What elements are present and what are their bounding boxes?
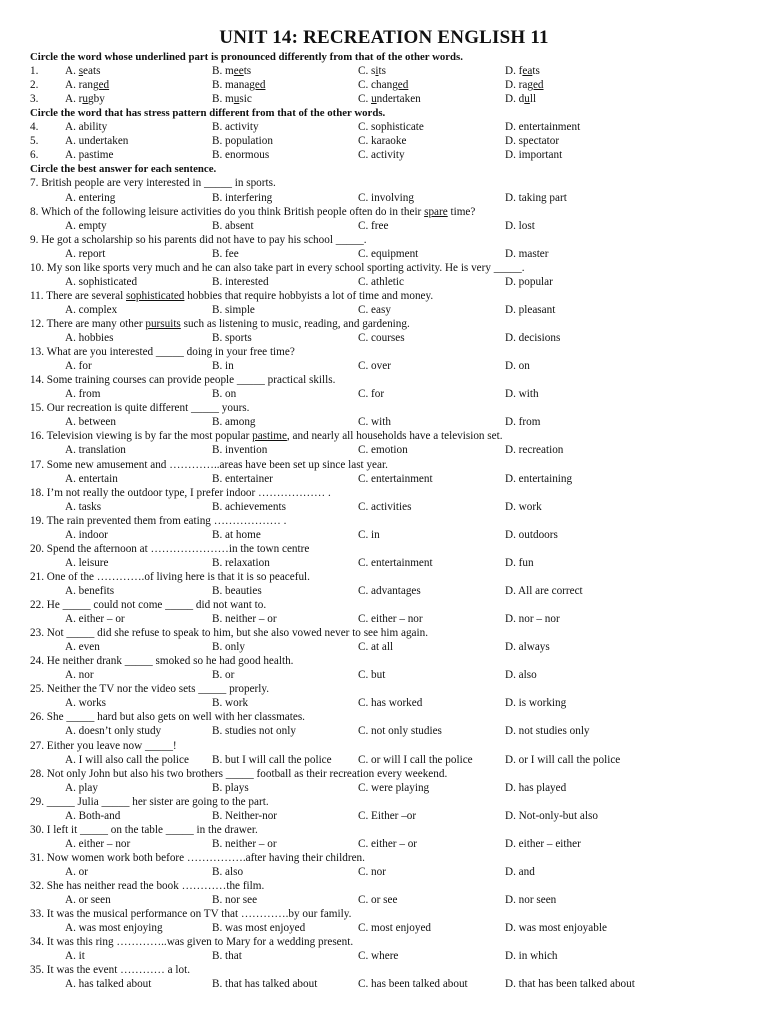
answer-options xyxy=(0,387,768,401)
option-d: D. fun xyxy=(505,556,534,569)
question-stem xyxy=(0,345,768,359)
answer-options xyxy=(0,696,768,710)
option-b: B. meets xyxy=(212,65,252,77)
question-stem xyxy=(0,767,768,781)
option-c: C. equipment xyxy=(358,247,419,260)
option-d: D. also xyxy=(505,669,537,682)
answer-options xyxy=(0,472,768,486)
option-c: C. athletic xyxy=(358,275,404,288)
option-c: C. in xyxy=(358,528,380,541)
answer-options xyxy=(0,724,768,738)
question-number: 2. xyxy=(30,79,39,92)
answer-options xyxy=(0,528,768,542)
option-d: D. always xyxy=(505,641,550,654)
question-stem xyxy=(0,935,768,949)
option-d: D. entertainment xyxy=(505,121,581,134)
answer-options xyxy=(0,949,768,963)
question-stem xyxy=(0,654,768,668)
option-a: A. indoor xyxy=(65,528,108,541)
question-text: 19. The rain prevented them from eating ……………… . xyxy=(30,514,287,527)
option-d: D. has played xyxy=(505,781,567,794)
question-stem xyxy=(0,626,768,640)
option-c: C. with xyxy=(358,416,391,429)
option-b: B. neither – or xyxy=(212,837,277,850)
answer-options xyxy=(0,191,768,205)
option-b: B. studies not only xyxy=(212,725,296,738)
option-c: C. activity xyxy=(358,149,405,162)
option-b: B. but I will call the police xyxy=(212,753,332,766)
option-a: A. for xyxy=(65,360,92,373)
option-b: B. on xyxy=(212,388,237,401)
option-b: B. neither – or xyxy=(212,613,277,625)
option-b: B. that xyxy=(212,950,242,963)
option-d: D. either – either xyxy=(505,837,581,850)
question-stem xyxy=(0,429,768,443)
answer-options xyxy=(0,247,768,261)
question-number: 6. xyxy=(30,149,39,162)
question-text: 12. There are many other pursuits such as listening to music, reading, and gardening. xyxy=(30,317,410,330)
option-d: D. work xyxy=(505,500,542,513)
question-text: 33. It was the musical performance on TV that ………….by our family. xyxy=(30,908,352,921)
question-row xyxy=(0,78,768,92)
question-text: 13. What are you interested _____ doing in your free time? xyxy=(30,346,295,359)
question-text: 18. I’m not really the outdoor type, I prefer indoor ……………… . xyxy=(30,486,331,499)
option-d: D. master xyxy=(505,247,549,260)
question-text: 30. I left it _____ on the table _____ in the drawer. xyxy=(30,823,258,836)
option-b: B. invention xyxy=(212,444,268,457)
option-a: A. report xyxy=(65,247,106,260)
option-d: D. nor – nor xyxy=(505,613,560,625)
option-d: D. feats xyxy=(505,65,540,77)
question-stem xyxy=(0,851,768,865)
question-text: 16. Television viewing is by far the most popular pastime, and nearly all households have a television set. xyxy=(30,430,503,443)
option-a: A. either – or xyxy=(65,613,125,625)
option-a: A. rugby xyxy=(65,93,105,106)
option-a: A. complex xyxy=(65,303,118,316)
option-a: A. benefits xyxy=(65,584,115,597)
option-c: C. advantages xyxy=(358,584,421,597)
question-number: 5. xyxy=(30,135,39,148)
answer-options xyxy=(0,921,768,935)
question-text: 35. It was the event ………… a lot. xyxy=(30,964,191,977)
option-c: C. changed xyxy=(358,79,409,92)
question-text: 11. There are several sophisticated hobbies that require hobbyists a lot of time and money. xyxy=(30,289,434,302)
option-c: C. or see xyxy=(358,894,398,906)
option-c: C. courses xyxy=(358,332,405,344)
section-instruction-text: Circle the best answer for each sentence. xyxy=(30,163,217,176)
option-b: B. nor see xyxy=(212,894,258,906)
question-stem xyxy=(0,486,768,500)
question-text: 20. Spend the afternoon at …………………in the town centre xyxy=(30,542,310,555)
option-a: A. or xyxy=(65,865,88,878)
question-text: 34. It was this ring …………..was given to Mary for a wedding present. xyxy=(30,936,354,949)
answer-options xyxy=(0,893,768,907)
option-b: B. plays xyxy=(212,781,249,794)
option-b: B. sports xyxy=(212,332,252,344)
question-text: 29. _____ Julia _____ her sister are going to the part. xyxy=(30,795,269,808)
option-c: C. where xyxy=(358,950,399,963)
option-d: D. raged xyxy=(505,79,544,92)
option-a: A. tasks xyxy=(65,500,102,513)
option-d: D. was most enjoyable xyxy=(505,922,607,935)
question-stem xyxy=(0,710,768,724)
option-c: C. activities xyxy=(358,500,412,513)
option-d: D. important xyxy=(505,149,563,162)
question-text: 23. Not _____ did she refuse to speak to him, but she also vowed never to see him again. xyxy=(30,627,429,640)
answer-options xyxy=(0,837,768,851)
answer-options xyxy=(0,809,768,823)
option-d: D. in which xyxy=(505,950,558,963)
answer-options xyxy=(0,219,768,233)
option-c: C. either – or xyxy=(358,837,418,850)
section-instruction-text: Circle the word that has stress pattern different from that of the other words. xyxy=(30,107,386,120)
option-b: B. simple xyxy=(212,303,255,316)
option-a: A. or seen xyxy=(65,894,111,906)
option-c: C. involving xyxy=(358,191,414,204)
answer-options xyxy=(0,275,768,289)
option-c: C. entertainment xyxy=(358,472,433,485)
question-stem xyxy=(0,514,768,528)
answer-options xyxy=(0,753,768,767)
answer-options xyxy=(0,500,768,514)
question-stem xyxy=(0,879,768,893)
question-stem xyxy=(0,289,768,303)
question-stem xyxy=(0,739,768,753)
option-a: A. nor xyxy=(65,669,94,682)
option-a: A. Both-and xyxy=(65,809,121,822)
option-b: B. in xyxy=(212,360,234,373)
option-c: C. Either –or xyxy=(358,809,417,822)
option-d: D. popular xyxy=(505,275,553,288)
option-c: C. has been talked about xyxy=(358,978,468,991)
option-b: B. beauties xyxy=(212,584,262,597)
option-b: B. at home xyxy=(212,528,261,541)
option-a: A. translation xyxy=(65,444,126,457)
option-a: A. even xyxy=(65,641,100,654)
option-b: B. or xyxy=(212,669,235,682)
question-stem xyxy=(0,205,768,219)
option-a: A. either – nor xyxy=(65,837,131,850)
option-d: D. taking part xyxy=(505,191,567,204)
answer-options xyxy=(0,865,768,879)
option-c: C. over xyxy=(358,360,391,373)
page-title: UNIT 14: RECREATION ENGLISH 11 xyxy=(219,27,549,48)
question-row xyxy=(0,148,768,162)
question-stem xyxy=(0,458,768,472)
question-stem xyxy=(0,261,768,275)
option-b: B. absent xyxy=(212,219,254,232)
answer-options xyxy=(0,331,768,345)
option-d: D. nor seen xyxy=(505,894,557,906)
section-instruction xyxy=(0,50,768,64)
option-a: A. seats xyxy=(65,65,101,77)
option-a: A. entering xyxy=(65,191,116,204)
option-a: A. works xyxy=(65,697,107,710)
option-c: C. sophisticate xyxy=(358,121,424,134)
option-a: A. hobbies xyxy=(65,332,114,344)
option-d: D. that has been talked about xyxy=(505,978,635,991)
question-text: 15. Our recreation is quite different _____ yours. xyxy=(30,402,250,415)
option-a: A. it xyxy=(65,950,85,963)
answer-options xyxy=(0,612,768,626)
question-stem xyxy=(0,542,768,556)
question-stem xyxy=(0,963,768,977)
option-b: B. Neither-nor xyxy=(212,809,278,822)
option-b: B. that has talked about xyxy=(212,978,318,991)
question-text: 21. One of the ………….of living here is that it is so peaceful. xyxy=(30,570,310,583)
question-text: 32. She has neither read the book …………the film. xyxy=(30,880,265,892)
question-text: 9. He got a scholarship so his parents did not have to pay his school _____. xyxy=(30,233,367,246)
option-c: C. either – nor xyxy=(358,613,423,625)
question-text: 31. Now women work both before …………….after having their children. xyxy=(30,851,365,864)
question-stem xyxy=(0,176,768,190)
option-d: D. recreation xyxy=(505,444,564,457)
option-d: D. lost xyxy=(505,219,535,232)
question-stem xyxy=(0,823,768,837)
question-stem xyxy=(0,682,768,696)
option-c: C. not only studies xyxy=(358,725,442,738)
option-b: B. music xyxy=(212,93,252,106)
question-row xyxy=(0,92,768,106)
question-text: 14. Some training courses can provide people _____ practical skills. xyxy=(30,374,336,387)
option-c: C. karaoke xyxy=(358,135,407,148)
question-text: 25. Neither the TV nor the video sets _____ properly. xyxy=(30,683,270,696)
option-c: C. emotion xyxy=(358,444,408,457)
section-instruction xyxy=(0,162,768,176)
option-a: A. entertain xyxy=(65,472,118,485)
answer-options xyxy=(0,443,768,457)
option-b: B. among xyxy=(212,416,256,429)
option-d: D. or I will call the police xyxy=(505,753,621,766)
option-a: A. pastime xyxy=(65,149,114,162)
answer-options xyxy=(0,977,768,991)
option-a: A. leisure xyxy=(65,556,109,569)
option-c: C. but xyxy=(358,669,386,682)
question-text: 26. She _____ hard but also gets on well with her classmates. xyxy=(30,711,305,724)
option-c: C. sits xyxy=(358,65,386,77)
answer-options xyxy=(0,584,768,598)
question-text: 7. British people are very interested in _____ in sports. xyxy=(30,177,276,190)
option-c: C. nor xyxy=(358,865,386,878)
option-b: B. interfering xyxy=(212,191,273,204)
option-a: A. play xyxy=(65,781,98,794)
question-number: 4. xyxy=(30,121,39,134)
option-a: A. ability xyxy=(65,121,108,134)
option-a: A. I will also call the police xyxy=(65,753,189,766)
option-b: B. activity xyxy=(212,121,259,134)
question-stem xyxy=(0,317,768,331)
option-c: C. for xyxy=(358,388,385,401)
question-text: 8. Which of the following leisure activities do you think British people often do in their spare time? xyxy=(30,205,476,218)
question-stem xyxy=(0,795,768,809)
option-a: A. from xyxy=(65,388,101,401)
option-c: C. were playing xyxy=(358,781,430,794)
option-b: B. enormous xyxy=(212,149,270,162)
option-d: D. spectator xyxy=(505,135,560,148)
option-d: D. All are correct xyxy=(505,584,583,597)
option-d: D. with xyxy=(505,388,539,401)
option-b: B. achievements xyxy=(212,500,286,513)
question-stem xyxy=(0,373,768,387)
question-text: 24. He neither drank _____ smoked so he had good health. xyxy=(30,655,294,668)
option-d: D. on xyxy=(505,360,530,373)
question-text: 28. Not only John but also his two brothers _____ football as their recreation every weekend. xyxy=(30,767,448,780)
question-text: 22. He _____ could not come _____ did not want to. xyxy=(30,599,267,611)
option-b: B. fee xyxy=(212,247,239,260)
option-c: C. free xyxy=(358,219,389,232)
option-d: D. entertaining xyxy=(505,472,573,485)
option-d: D. from xyxy=(505,416,541,429)
option-a: A. undertaken xyxy=(65,135,129,148)
option-b: B. population xyxy=(212,135,273,148)
option-d: D. and xyxy=(505,865,535,878)
option-b: B. managed xyxy=(212,79,266,92)
option-b: B. was most enjoyed xyxy=(212,922,306,935)
answer-options xyxy=(0,668,768,682)
question-text: 10. My son like sports very much and he can also take part in every school sporting activity. He is very _____. xyxy=(30,261,525,274)
option-c: C. at all xyxy=(358,641,394,654)
option-a: A. doesn’t only study xyxy=(65,725,162,738)
section-instruction-text: Circle the word whose underlined part is pronounced differently from that of the other words. xyxy=(30,51,463,63)
question-stem xyxy=(0,598,768,612)
question-row xyxy=(0,134,768,148)
option-d: D. decisions xyxy=(505,332,561,344)
question-number: 3. xyxy=(30,93,39,106)
question-stem xyxy=(0,570,768,584)
option-d: D. dull xyxy=(505,93,537,106)
answer-options xyxy=(0,303,768,317)
option-b: B. only xyxy=(212,641,245,654)
question-stem xyxy=(0,907,768,921)
answer-options xyxy=(0,556,768,570)
option-a: A. was most enjoying xyxy=(65,922,163,935)
answer-options xyxy=(0,781,768,795)
option-a: A. between xyxy=(65,416,116,429)
option-c: C. entertainment xyxy=(358,556,433,569)
option-a: A. empty xyxy=(65,219,107,232)
option-b: B. relaxation xyxy=(212,556,270,569)
option-d: D. pleasant xyxy=(505,303,556,316)
question-text: 17. Some new amusement and …………..areas have been set up since last year. xyxy=(30,458,388,471)
option-d: D. outdoors xyxy=(505,528,558,541)
option-a: A. sophisticated xyxy=(65,275,138,288)
section-instruction xyxy=(0,106,768,120)
option-c: C. most enjoyed xyxy=(358,922,432,935)
option-d: D. is working xyxy=(505,697,567,710)
answer-options xyxy=(0,359,768,373)
option-c: C. or will I call the police xyxy=(358,753,473,766)
question-stem xyxy=(0,401,768,415)
option-d: D. Not-only-but also xyxy=(505,809,598,822)
question-row xyxy=(0,120,768,134)
option-b: B. entertainer xyxy=(212,472,273,485)
question-text: 27. Either you leave now _____! xyxy=(30,739,177,752)
answer-options xyxy=(0,415,768,429)
option-d: D. not studies only xyxy=(505,725,590,738)
answer-options xyxy=(0,640,768,654)
option-a: A. ranged xyxy=(65,79,110,92)
option-c: C. easy xyxy=(358,303,391,316)
option-a: A. has talked about xyxy=(65,978,152,991)
option-c: C. undertaken xyxy=(358,93,421,106)
question-row xyxy=(0,64,768,78)
option-b: B. interested xyxy=(212,275,269,288)
option-b: B. work xyxy=(212,697,249,710)
question-number: 1. xyxy=(30,65,39,77)
option-c: C. has worked xyxy=(358,697,423,710)
option-b: B. also xyxy=(212,865,244,878)
question-stem xyxy=(0,233,768,247)
